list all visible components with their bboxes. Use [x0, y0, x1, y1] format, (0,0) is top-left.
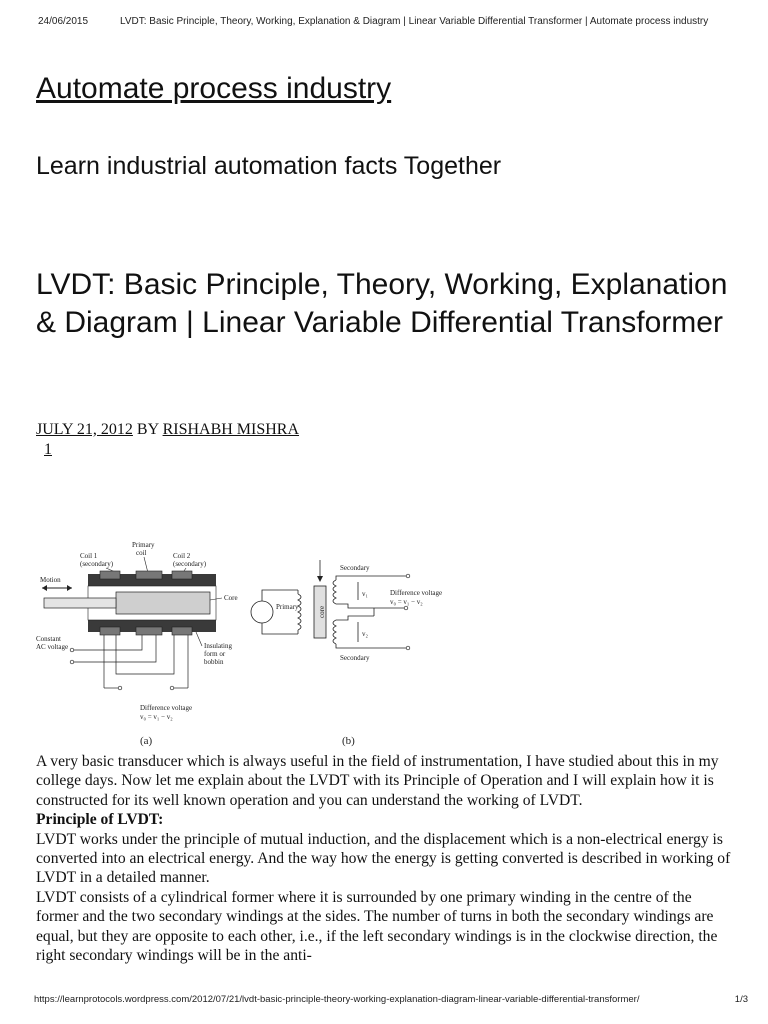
fig-b-primary-label: Primary: [276, 603, 299, 611]
fig-a-coil1-label-2: (secondary): [80, 560, 114, 568]
print-page-title: LVDT: Basic Principle, Theory, Working, Explanation & Diagram | Linear Variable Differential Transformer | Automate process industry: [120, 16, 709, 27]
intro-paragraph: A very basic transducer which is always useful in the field of instrumentation, I have studied about this in my college days. Now let me explain about the LVDT with its Principle of Operation and I will explain how it is constructed for its well known operation and you can understand the working of LVDT.: [36, 753, 719, 809]
site-title-link[interactable]: Automate process industry: [36, 72, 392, 105]
fig-b-v2-label: v₂: [362, 630, 368, 638]
fig-a-insulating-label-2: form or: [204, 650, 226, 658]
comments-count-link[interactable]: 1: [44, 441, 52, 458]
print-page-number: 1/3: [734, 994, 748, 1005]
post-meta: [36, 421, 299, 439]
principle-paragraph: LVDT works under the principle of mutual induction, and the displacement which is a non-electrical energy is converted into an electrical energy. And the way how the energy is getting converted is described in working of LVDT in a detailed manner.: [36, 830, 731, 887]
fig-a-difference-label: Difference voltage: [140, 704, 193, 712]
post-date-link[interactable]: JULY 21, 2012: [36, 421, 133, 438]
fig-a-motion-label: Motion: [40, 576, 61, 584]
post-author-link[interactable]: RISHABH MISHRA: [162, 421, 300, 438]
fig-a-core-label: Core: [224, 594, 238, 602]
fig-a-insulating-label-3: bobbin: [204, 658, 224, 666]
print-url: https://learnprotocols.wordpress.com/2012/07/21/lvdt-basic-principle-theory-working-explanation-diagram-linear-variable-differential-transformer/: [34, 994, 640, 1005]
fig-a-primary-coil-label: Primary: [132, 541, 155, 549]
print-date: 24/06/2015: [38, 16, 89, 27]
fig-b-secondary-top-label: Secondary: [340, 564, 370, 572]
principle-heading: Principle of LVDT:: [36, 811, 164, 829]
fig-b-difference-label: Difference voltage: [390, 589, 443, 597]
fig-a-primary-coil-label-2: coil: [136, 549, 147, 557]
post-body: [36, 752, 736, 988]
fig-a-ac-label-2: AC voltage: [36, 643, 69, 651]
fig-a-coil2-label: Coil 2: [173, 552, 191, 560]
post-title: LVDT: Basic Principle, Theory, Working, Explanation & Diagram | Linear Variable Differential Transformer: [36, 268, 728, 339]
fig-b-core-label: core: [318, 605, 326, 618]
fig-a-caption: (a): [140, 735, 153, 747]
print-footer: [34, 994, 748, 1005]
post-by-label: BY: [136, 421, 159, 438]
construction-paragraph: LVDT consists of a cylindrical former where it is surrounded by one primary winding in the centre of the former and the two secondary windings at the sides. The number of turns in both the secondary windings are equal, but they are opposite to each other, i.e., if the left secondary windings is in the clockwise direction, the right secondary windings will be in the anti-: [36, 888, 718, 965]
site-tagline: Learn industrial automation facts Together: [36, 152, 502, 180]
fig-a-coil2-label-2: (secondary): [173, 560, 207, 568]
fig-a-coil1-label: Coil 1: [80, 552, 98, 560]
fig-b-caption: (b): [342, 735, 355, 747]
fig-b-secondary-bottom-label: Secondary: [340, 654, 370, 662]
fig-b-v1-label: v₁: [362, 590, 368, 598]
fig-a-difference-formula: v₀ = v₁ − v₂: [140, 713, 173, 721]
fig-b-difference-formula: v₀ = v₁ − v₂: [390, 598, 423, 606]
fig-a-ac-label: Constant: [36, 635, 61, 643]
fig-a-insulating-label: Insulating: [204, 642, 232, 650]
lvdt-diagram-figure: [36, 538, 456, 750]
